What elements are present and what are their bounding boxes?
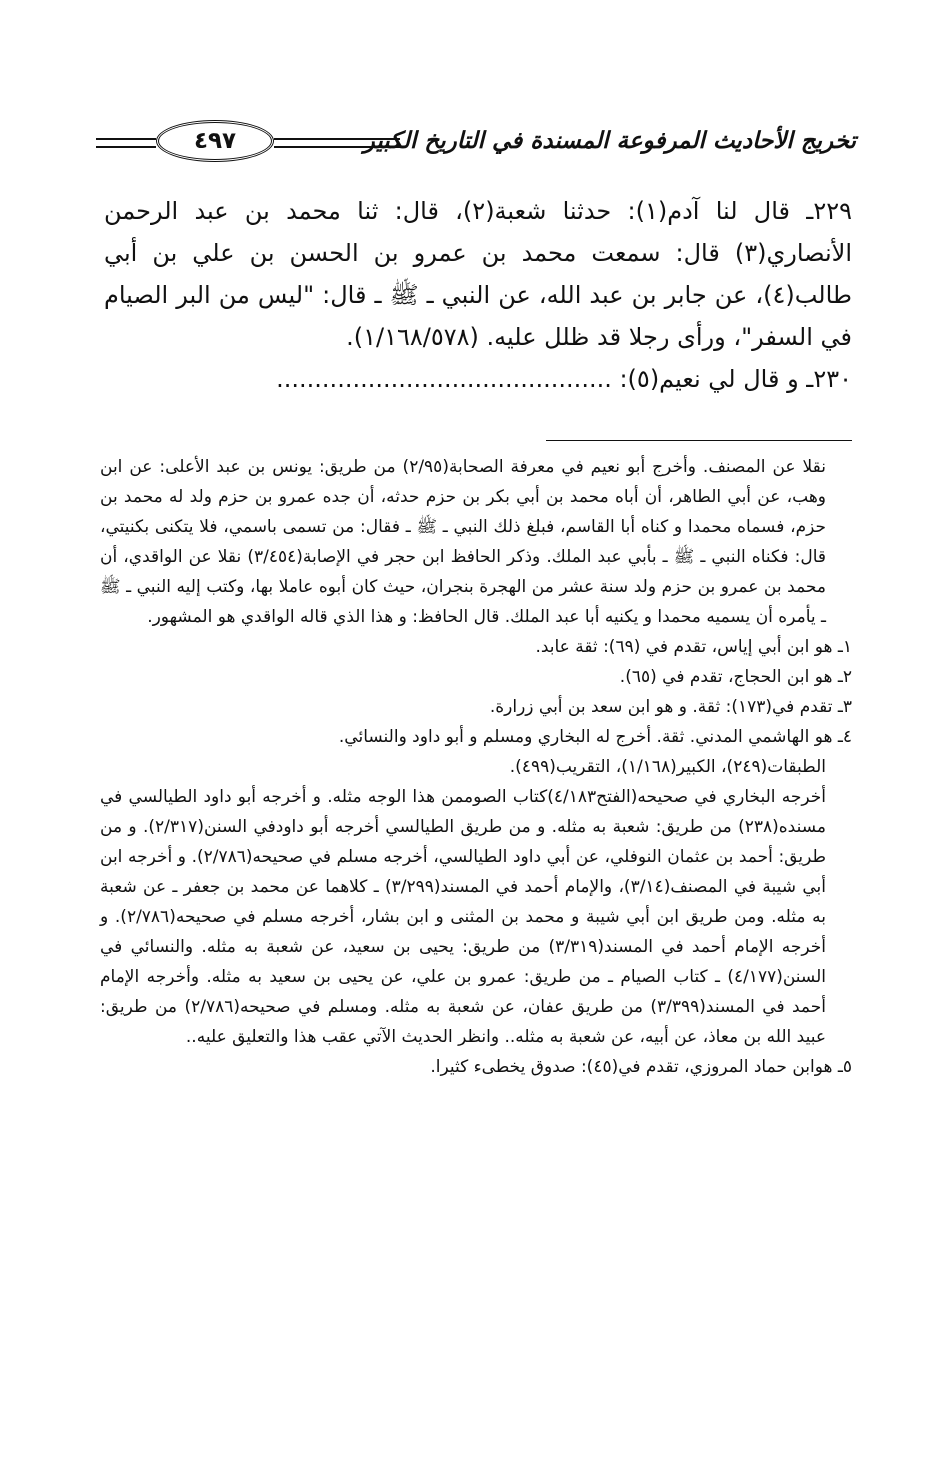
footnote-1: ١ـ هو ابن أبي إياس، تقدم في (٦٩): ثقة عابد. xyxy=(535,637,852,657)
page-number: ٤٩٧ xyxy=(156,120,274,162)
header-title: تخريج الأحاديث المرفوعة المسندة في التاريخ الكبير xyxy=(363,128,856,154)
hadith-229 xyxy=(104,190,852,358)
main-text xyxy=(104,190,852,400)
footnote-5: ٥ـ هوابن حماد المروزي، تقدم في(٤٥): صدوق يخطىء كثيرا. xyxy=(430,1057,852,1077)
footnote-4-sources: الطبقات(٢٤٩)، الكبير(١/١٦٨)، التقريب(٤٩٩). xyxy=(509,757,826,777)
footnote-4: ٤ـ هو الهاشمي المدني. ثقة. أخرج له البخاري ومسلم و أبو داود والنسائي. xyxy=(338,727,852,747)
hadith-230-dots: ............................................ xyxy=(276,365,612,393)
hadith-229-text: ٢٢٩ـ قال لنا آدم(١): حدثنا شعبة(٢)، قال: ثنا محمد بن عبد الرحمن الأنصاري(٣) قال: سمعت محمد بن عمرو بن الحسن بن علي بن أبي طالب(٤)، عن جابر بن عبد الله، عن النبي ـ ﷺ ـ قال: "ليس من البر الصيام في السفر"، ورأى رجلا قد ظلل عليه. xyxy=(104,197,852,351)
hadith-230-text: ٢٣٠ـ و قال لي نعيم(٥): xyxy=(619,365,852,393)
page-header xyxy=(96,118,856,174)
header-rule-left xyxy=(96,138,156,148)
footnote-separator xyxy=(546,440,852,441)
footnotes xyxy=(100,452,852,1082)
hadith-229-reference: (١/١٦٨/٥٧٨). xyxy=(346,323,479,351)
footnote-3: ٣ـ تقدم في(١٧٣): ثقة. و هو ابن سعد بن أبي زرارة. xyxy=(489,697,852,717)
hadith-230 xyxy=(104,358,852,400)
footnote-2: ٢ـ هو ابن الحجاج، تقدم في (٦٥). xyxy=(619,667,852,687)
header-rule-right xyxy=(274,138,400,148)
footnote-takhrij: أخرجه البخاري في صحيحه(الفتح٤/١٨٣)كتاب الصوممن هذا الوجه مثله. و أخرجه أبو داود الطيالسي في مسنده(٢٣٨) من طريق: شعبة به مثله. و من طريق الطيالسي أخرجه أبو داودفي السنن(٢/٣١٧). و من طريق: أحمد بن عثمان النوفلي، عن أبي داود الطيالسي، أخرجه مسلم في صحيحه(٢/٧٨٦). و أخرجه ابن أبي شيبة في المصنف(٣/١٤)، والإمام أحمد في المسند(٣/٢٩٩) ـ كلاهما عن محمد بن جعفر ـ عن شعبة به مثله. ومن طريق ابن أبي شيبة و محمد بن المثنى و ابن بشار، أخرجه مسلم في صحيحه(٢/٧٨٦). و أخرجه الإمام أحمد في المسند(٣/٣١٩) من طريق: يحيى بن سعيد، عن شعبة به مثله. والنسائي في السنن(٤/١٧٧) ـ كتاب الصيام ـ من طريق: عمرو بن علي، عن يحيى بن سعيد به مثله. وأخرجه الإمام أحمد في المسند(٣/٣٩٩) من طريق عفان، عن شعبة به مثله. ومسلم في صحيحه(٢/٧٨٦) من طريق: عبيد الله بن معاذ، عن أبيه، عن شعبة به مثله.. وانظر الحديث الآتي عقب هذا والتعليق عليه.. xyxy=(100,787,827,1047)
footnote-continuation: نقلا عن المصنف. وأخرج أبو نعيم في معرفة الصحابة(٢/٩٥) من طريق: يونس بن عبد الأعلى: عن ابن وهب، عن أبي الطاهر، أن أباه محمد بن أبي بكر بن حزم حدثه، أن جده عمرو بن حزم ولد له محمد بن حزم، فسماه محمدا و كناه أبا القاسم، فبلغ ذلك النبي ـ ﷺ ـ فقال: من تسمى باسمي، فلا يتكنى بكنيتي، قال: فكناه النبي ـ ﷺ ـ بأبي عبد الملك. وذكر الحافظ ابن حجر في الإصابة(٣/٤٥٤) نقلا عن الواقدي، أن محمد بن عمرو بن حزم ولد سنة عشر من الهجرة بنجران، حيث كان أبوه عاملا بها، وكتب إليه النبي ـ ﷺ ـ يأمره أن يسميه محمدا و يكنيه أبا عبد الملك. قال الحافظ: و هذا الذي قاله الواقدي هو المشهور. xyxy=(100,457,826,627)
